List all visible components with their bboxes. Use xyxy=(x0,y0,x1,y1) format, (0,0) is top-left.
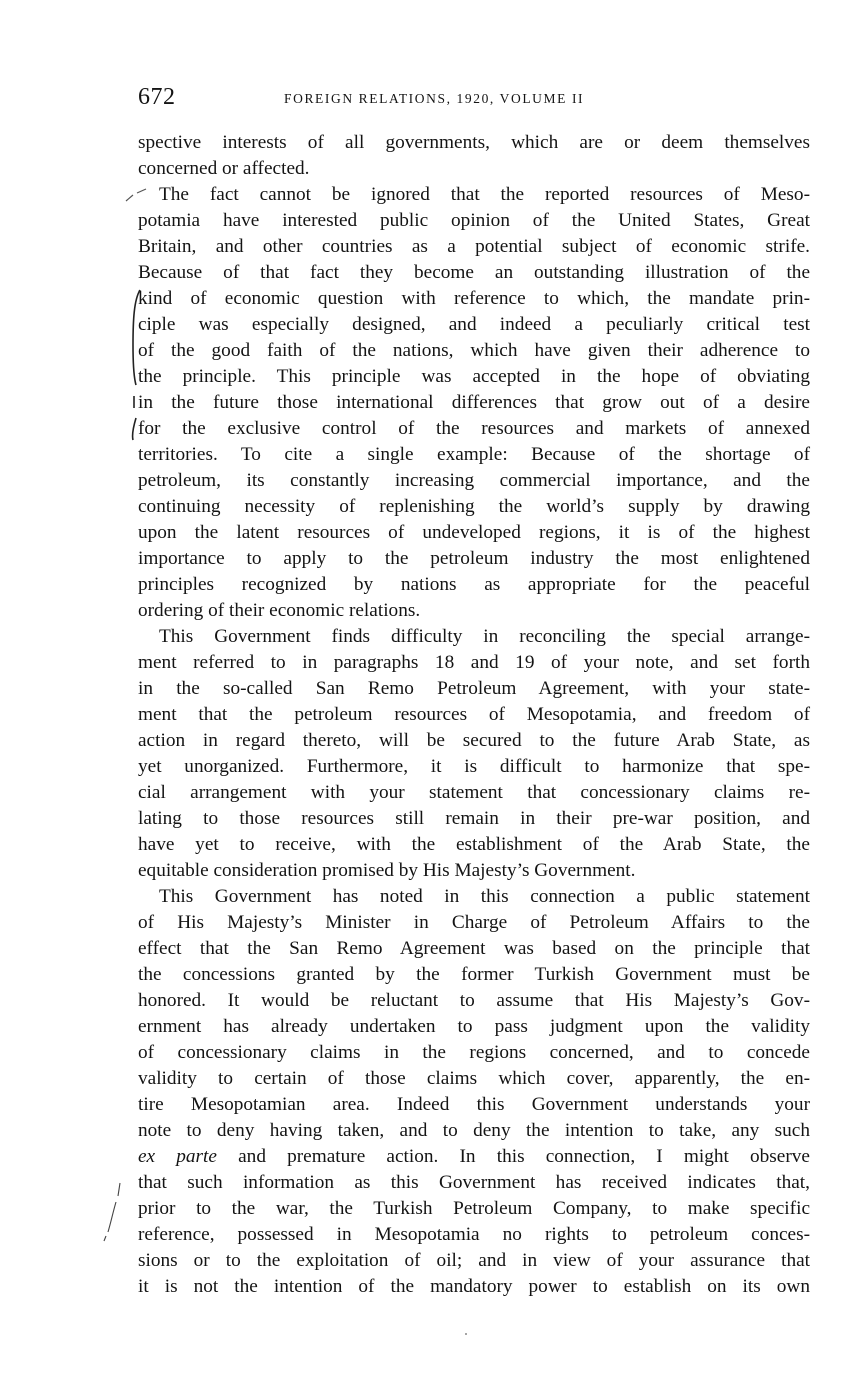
text-line: yet unorganized. Furthermore, it is difficult to harmonize that spe- xyxy=(138,756,810,777)
text-line: the principle. This principle was accepted in the hope of obviating xyxy=(138,366,810,387)
text-line: importance to apply to the petroleum industry the most enlightened xyxy=(138,548,810,569)
text-line: of His Majesty’s Minister in Charge of Petroleum Affairs to the xyxy=(138,912,810,933)
text-line: honored. It would be reluctant to assume that His Majesty’s Gov- xyxy=(138,990,810,1011)
text-line: spective interests of all governments, which are or deem themselves xyxy=(138,132,810,153)
text-line: continuing necessity of replenishing the world’s supply by drawing xyxy=(138,496,810,517)
text-line: Because of that fact they become an outstanding illustration of the xyxy=(138,262,810,283)
body-text xyxy=(138,130,810,1300)
text-line: The fact cannot be ignored that the reported resources of Meso- xyxy=(159,184,810,205)
text-line: ciple was especially designed, and indeed a peculiarly critical test xyxy=(138,314,810,335)
text-line: petroleum, its constantly increasing commercial importance, and the xyxy=(138,470,810,491)
text-line: cial arrangement with your statement that concessionary claims re- xyxy=(138,782,810,803)
running-head: FOREIGN RELATIONS, 1920, VOLUME II xyxy=(284,91,585,106)
text-line-with-italic xyxy=(138,1144,810,1170)
text-line: of the good faith of the nations, which have given their adherence to xyxy=(138,340,810,361)
italic-phrase: ex parte xyxy=(138,1146,217,1167)
text-line: tire Mesopotamian area. Indeed this Government understands your xyxy=(138,1094,810,1115)
text-line: prior to the war, the Turkish Petroleum Company, to make specific xyxy=(138,1198,810,1219)
text-line: This Government finds difficulty in reconciling the special arrange- xyxy=(159,626,810,647)
text-line: in the so-called San Remo Petroleum Agreement, with your state- xyxy=(138,678,810,699)
text-line: that such information as this Government has received indicates that, xyxy=(138,1172,810,1193)
text-line: ordering of their economic relations. xyxy=(138,600,421,621)
text-line: ment that the petroleum resources of Mesopotamia, and freedom of xyxy=(138,704,810,725)
page-header xyxy=(138,84,810,114)
stray-dot-mark xyxy=(465,1333,467,1335)
text-line: have yet to receive, with the establishment of the Arab State, the xyxy=(138,834,810,855)
text-line: of concessionary claims in the regions concerned, and to concede xyxy=(138,1042,810,1063)
text-line: in the future those international differences that grow out of a desire xyxy=(138,392,810,413)
text-line: territories. To cite a single example: Because of the shortage of xyxy=(138,444,810,465)
text-line: lating to those resources still remain in their pre-war position, and xyxy=(138,808,810,829)
text-line-rest: and premature action. In this connection, I might observe xyxy=(238,1146,810,1167)
text-line: upon the latent resources of undeveloped regions, it is of the highest xyxy=(138,522,810,543)
text-line: action in regard thereto, will be secured to the future Arab State, as xyxy=(138,730,810,751)
page-number: 672 xyxy=(138,84,176,110)
text-line: sions or to the exploitation of oil; and in view of your assurance that xyxy=(138,1250,810,1271)
text-line: concerned or affected. xyxy=(138,158,310,179)
text-line: the concessions granted by the former Turkish Government must be xyxy=(138,964,810,985)
text-line: kind of economic question with reference to which, the mandate prin- xyxy=(138,288,810,309)
text-line: ernment has already undertaken to pass judgment upon the validity xyxy=(138,1016,810,1037)
text-line: note to deny having taken, and to deny the intention to take, any such xyxy=(138,1120,810,1141)
text-line: for the exclusive control of the resources and markets of annexed xyxy=(138,418,810,439)
text-line: Britain, and other countries as a potential subject of economic strife. xyxy=(138,236,810,257)
text-line: effect that the San Remo Agreement was based on the principle that xyxy=(138,938,810,959)
text-line: equitable consideration promised by His Majesty’s Government. xyxy=(138,860,636,881)
text-line: This Government has noted in this connection a public statement xyxy=(159,886,810,907)
text-line: ment referred to in paragraphs 18 and 19 of your note, and set forth xyxy=(138,652,810,673)
text-line: principles recognized by nations as appropriate for the peaceful xyxy=(138,574,810,595)
text-line: reference, possessed in Mesopotamia no rights to petroleum conces- xyxy=(138,1224,810,1245)
pencil-stroke-mark xyxy=(104,1183,120,1241)
text-line: it is not the intention of the mandatory power to establish on its own xyxy=(138,1276,810,1297)
text-line: potamia have interested public opinion of the United States, Great xyxy=(138,210,810,231)
text-line: validity to certain of those claims which cover, apparently, the en- xyxy=(138,1068,810,1089)
